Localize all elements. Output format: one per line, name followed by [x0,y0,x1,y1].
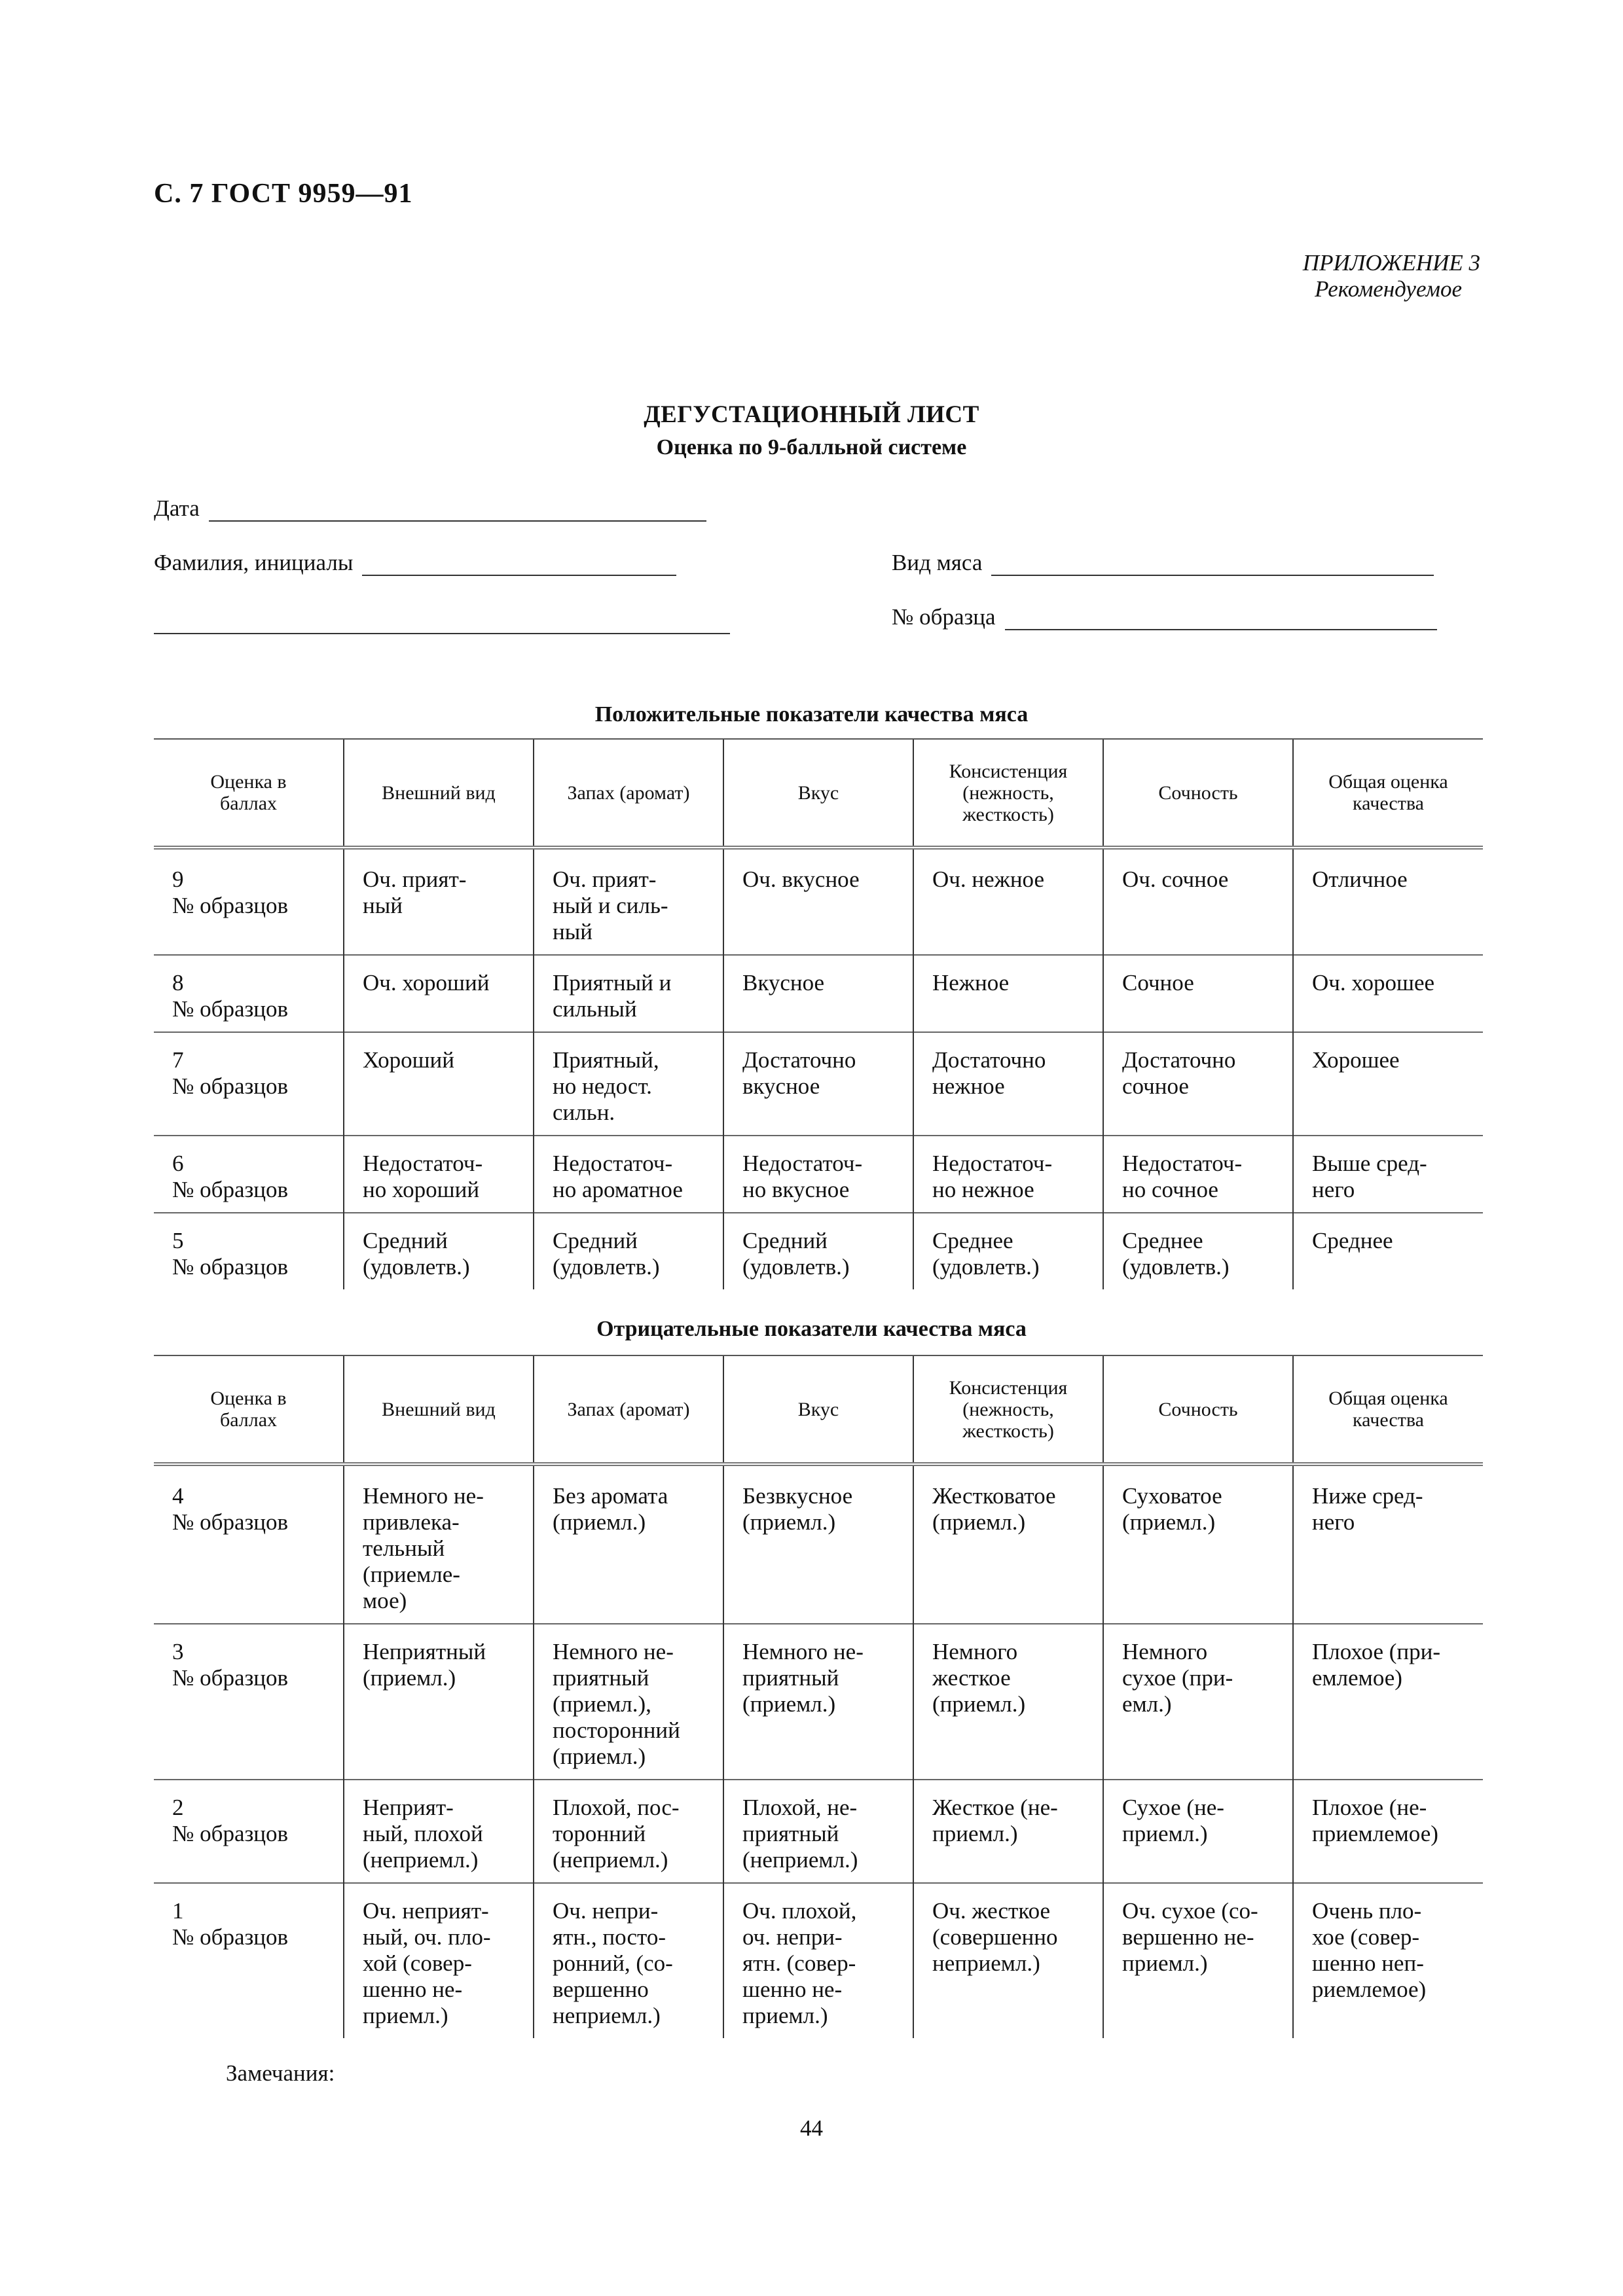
negative-column-header: Консистенция (нежность, жесткость) [913,1355,1103,1464]
date-label: Дата [154,495,200,521]
positive-table-cell: Оч. хороший [344,955,534,1032]
negative-table-row [154,1780,1483,1883]
negative-table-cell: Оч. жесткое (совершенно неприемл.) [913,1883,1103,2038]
positive-table-cell: Хороший [344,1032,534,1136]
negative-column-header: Оценка в баллах [154,1355,344,1464]
negative-table-cell: Немного не- приятный (приемл.), посторонний (приемл.) [534,1624,723,1780]
positive-score-cell: 8 № образцов [154,955,344,1032]
negative-table-cell: Плохое (при- емлемое) [1293,1624,1483,1780]
positive-quality-table [154,738,1483,1289]
positive-table-cell: Оч. нежное [913,848,1103,955]
negative-table-header [154,1355,1483,1464]
positive-table-cell: Недостаточ- но вкусное [723,1136,913,1213]
positive-table-cell: Оч. хорошее [1293,955,1483,1032]
positive-table-row [154,955,1483,1032]
negative-table-row [154,1464,1483,1624]
negative-table-cell: Без аромата (приемл.) [534,1464,723,1624]
notes-label: Замечания: [226,2060,335,2086]
positive-table-cell: Отличное [1293,848,1483,955]
negative-column-header: Внешний вид [344,1355,534,1464]
positive-table-cell: Оч. сочное [1103,848,1293,955]
positive-table-cell: Достаточно вкусное [723,1032,913,1136]
positive-table-body [154,848,1483,1289]
negative-table-cell: Немного сухое (при- емл.) [1103,1624,1293,1780]
positive-score-cell: 7 № образцов [154,1032,344,1136]
negative-table-row [154,1624,1483,1780]
positive-table-cell: Недостаточ- но хороший [344,1136,534,1213]
negative-table-cell: Неприятный (приемл.) [344,1624,534,1780]
negative-table-cell: Плохое (не- приемлемое) [1293,1780,1483,1883]
positive-table-cell: Достаточно сочное [1103,1032,1293,1136]
positive-column-header: Общая оценка качества [1293,739,1483,848]
negative-score-cell: 1 № образцов [154,1883,344,2038]
negative-table-cell: Безвкусное (приемл.) [723,1464,913,1624]
negative-column-header: Общая оценка качества [1293,1355,1483,1464]
positive-header-row [154,739,1483,848]
positive-table-cell: Достаточно нежное [913,1032,1103,1136]
negative-table-row [154,1883,1483,2038]
negative-table-cell: Неприят- ный, плохой (неприемл.) [344,1780,534,1883]
negative-score-cell: 4 № образцов [172,1483,289,1535]
positive-table-row [154,1032,1483,1136]
meat-type-field[interactable] [892,550,1434,576]
negative-table-cell: Немного не- приятный (приемл.) [723,1624,913,1780]
negative-table-cell: Оч. сухое (со- вершенно не- приемл.) [1103,1883,1293,2038]
positive-table-cell: Среднее (удовлетв.) [913,1213,1103,1289]
positive-score-cell: 5 № образцов [154,1213,344,1289]
positive-table-cell: Выше сред- него [1293,1136,1483,1213]
positive-column-header: Консистенция (нежность, жесткость) [913,739,1103,848]
meat-type-label: Вид мяса [892,550,983,575]
positive-table-row [154,848,1483,955]
positive-table-cell: Хорошее [1293,1032,1483,1136]
negative-table-cell: Жестковатое (приемл.) [913,1464,1103,1624]
negative-table-cell: Сухое (не- приемл.) [1103,1780,1293,1883]
negative-table-cell: Суховатое (приемл.) [1103,1464,1293,1624]
annex-label [1087,250,1480,302]
positive-table-cell: Сочное [1103,955,1293,1032]
positive-score-cell: 6 № образцов [154,1136,344,1213]
positive-column-header: Внешний вид [344,739,534,848]
annex-status: Рекомендуемое [1315,276,1462,302]
negative-column-header: Запах (аромат) [534,1355,723,1464]
negative-table-cell: Немного не- привлека- тельный (приемле- мое) [344,1464,534,1624]
positive-table-cell: Средний (удовлетв.) [534,1213,723,1289]
positive-table-cell: Нежное [913,955,1103,1032]
sheet-subtitle: Оценка по 9-балльной системе [656,435,967,459]
positive-table-cell: Недостаточ- но сочное [1103,1136,1293,1213]
positive-table-cell: Средний (удовлетв.) [344,1213,534,1289]
positive-table-cell: Приятный, но недост. сильн. [534,1032,723,1136]
negative-score-cell: 2 № образцов [154,1780,344,1883]
positive-table-header [154,739,1483,848]
negative-table-cell: Ниже сред- него [1293,1464,1483,1624]
name-label: Фамилия, инициалы [154,550,354,575]
negative-table-cell: Жесткое (не- приемл.) [913,1780,1103,1883]
sample-input-line[interactable] [1005,609,1437,630]
sample-field[interactable] [892,604,1437,630]
negative-table-cell: Оч. плохой, оч. непри- ятн. (совер- шенно не- приемл.) [723,1883,913,2038]
positive-table-cell: Оч. прият- ный и силь- ный [534,848,723,955]
positive-table-cell: Среднее (удовлетв.) [1103,1213,1293,1289]
sample-label: № образца [892,604,996,630]
date-field[interactable] [154,495,706,522]
negative-table-cell: Немного жесткое (приемл.) [913,1624,1103,1780]
negative-table-cell: Оч. неприят- ный, оч. пло- хой (совер- шенно не- приемл.) [344,1883,534,2038]
negative-score-cell: 3 № образцов [154,1624,344,1780]
meat-type-input-line[interactable] [991,555,1434,576]
page-number: 44 [800,2115,823,2141]
positive-table-cell: Оч. прият- ный [344,848,534,955]
negative-quality-table [154,1355,1483,2038]
positive-column-header: Запах (аромат) [534,739,723,848]
positive-table-row [154,1136,1483,1213]
negative-header-row [154,1355,1483,1464]
annex-title: ПРИЛОЖЕНИЕ 3 [1302,250,1480,276]
negative-column-header: Сочность [1103,1355,1293,1464]
positive-section-title: Положительные показатели качества мяса [594,702,1029,726]
positive-column-header: Оценка в баллах [154,739,344,848]
negative-section-title: Отрицательные показатели качества мяса [596,1317,1027,1341]
positive-score-cell: 9 № образцов [172,867,289,918]
name-field[interactable] [154,550,676,576]
positive-table-cell: Среднее [1293,1213,1483,1289]
positive-table-cell: Средний (удовлетв.) [723,1213,913,1289]
positive-table-cell: Недостаточ- но ароматное [534,1136,723,1213]
extra-blank-line[interactable] [154,632,730,634]
positive-table-cell: Недостаточ- но нежное [913,1136,1103,1213]
name-input-line[interactable] [362,555,676,576]
positive-table-cell: Вкусное [723,955,913,1032]
negative-table-cell: Очень пло- хое (совер- шенно неп- риемлемое) [1293,1883,1483,2038]
negative-table-cell: Плохой, пос- торонний (неприемл.) [534,1780,723,1883]
positive-table-row [154,1213,1483,1289]
negative-column-header: Вкус [723,1355,913,1464]
sheet-title: ДЕГУСТАЦИОННЫЙ ЛИСТ [644,401,979,428]
negative-table-cell: Плохой, не- приятный (неприемл.) [723,1780,913,1883]
negative-table-body [154,1464,1483,2038]
positive-column-header: Сочность [1103,739,1293,848]
positive-column-header: Вкус [723,739,913,848]
date-input-line[interactable] [209,501,706,522]
negative-table-cell: Оч. непри- ятн., посто- ронний, (со- вершенно неприемл.) [534,1883,723,2038]
positive-table-cell: Приятный и сильный [534,955,723,1032]
document-reference: С. 7 ГОСТ 9959—91 [154,179,413,209]
positive-table-cell: Оч. вкусное [723,848,913,955]
